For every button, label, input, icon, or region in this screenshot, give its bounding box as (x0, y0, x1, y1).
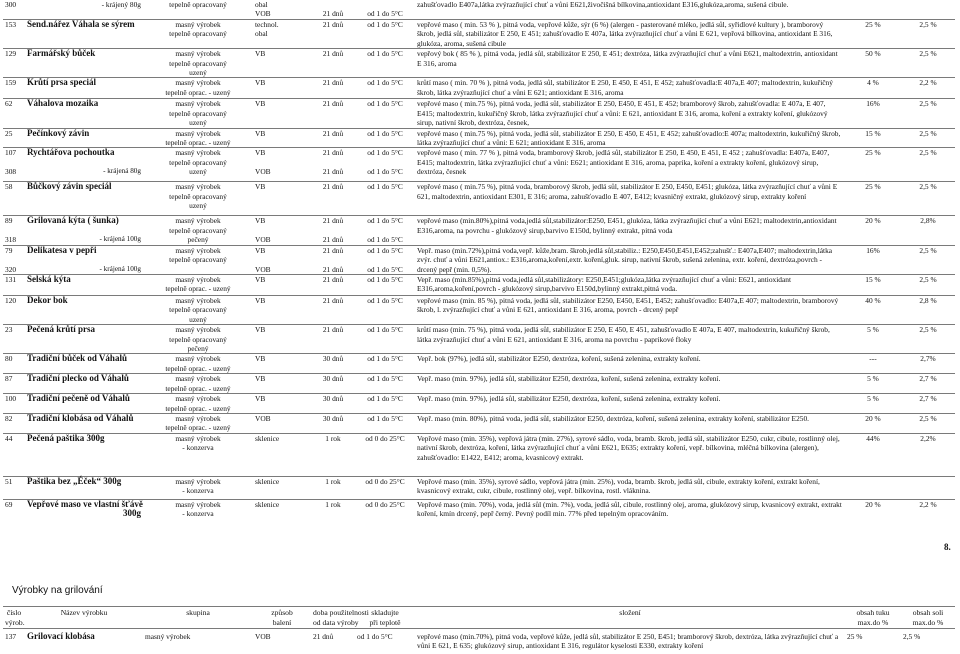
row-product-name: Tradiční klobása od Váhalů (25, 413, 143, 433)
row-shelf-life: 21 dnů (311, 78, 355, 99)
row-type: masný výrobek (145, 632, 191, 641)
row-type: masný výrobek tepelně opracovaný uzený (143, 49, 253, 78)
row-composition: Vepřové maso (min. 35%), vepřová játra (min. 27%), syrové sádlo, voda, bramb. škrob, jedlá sůl, stabilizátor E250, cukr, cibule, rostlinný olej, nativní škrob, dextróza, koření, látka zvýrazňující chuť a vůni E621, E635; extrakty koření, vepř. bílkovina, mléčná bílkovina (alergen), zahušťovadlo: E1422, E412; aroma, kvasnicový extrakt. (415, 433, 845, 476)
header-name: Název výrobku (25, 607, 143, 629)
row-fat: 25 % (845, 148, 901, 182)
row-fat: 5 % (845, 394, 901, 414)
row-type: masný výrobek tepelně opracovaný pečený (143, 325, 253, 354)
row-fat: 20 % (845, 499, 901, 522)
row-temp: od 1 do 5°C (355, 374, 415, 394)
row-number: 131 (3, 274, 25, 295)
row-shelf-life: 21 dnů (313, 632, 334, 641)
row-composition: vepřové maso (min. 85 %), pitná voda, jedlá sůl, stabilizátor E250, E450, E451, E452; zahušťovadlo: E407a,E 407; maltodextrin, bramborový škrob, l. zvýrazňující chuť a vůni E 621, antioxidant E 316, aroma, povrch - drcený pepř (415, 295, 845, 324)
row-temp: od 1 do 5°C (355, 99, 415, 128)
row-number: 58 (3, 182, 25, 216)
row-number: 25 (3, 128, 25, 148)
row-temp: od 1 do 5°C (355, 20, 415, 49)
row-shelf-life: 21 dnů (311, 274, 355, 295)
header-number: číslo výrob. (5, 608, 25, 627)
row-shelf-life: 1 rok (311, 476, 355, 499)
row-packaging: VB (253, 295, 311, 324)
row-type: masný výrobek tepelně opracovaný (143, 20, 253, 49)
row-fat: 5 % (845, 325, 901, 354)
row-packaging: VB (253, 374, 311, 394)
row-number: 300 (5, 0, 17, 9)
row-product-name: Tradiční plecko od Váhalů (25, 374, 143, 394)
row-fat: 20 % (845, 216, 901, 245)
row-temp: od 1 do 5°C (355, 274, 415, 295)
row-salt: 2,2 % (901, 78, 955, 99)
row-product-name: Tradiční bůček od Váhalů (25, 354, 143, 374)
table-row (3, 49, 955, 78)
row-product-name: Send.nářez Váhala se sýrem (25, 20, 143, 49)
row-product-name: Farmářský bůček (25, 49, 143, 78)
row-shelf-life: 21 dnů (311, 325, 355, 354)
row-temp: od 1 do 5°C (355, 325, 415, 354)
row-product-name: Rychtářova pochoutka - krájená 80g (25, 148, 143, 182)
header-salt: obsah soli max.do % (901, 607, 955, 629)
row-salt: 2,5 % (901, 148, 955, 182)
table-row (3, 148, 955, 182)
row-composition: Vepř. maso (min.85%),pitná voda,jedlá sůl,stabilizátory: E250,E451;glukóza,látka zvýrazňující chuť a vůni: E621, antioxidant E316,aroma,koření,povrch - glukózový sirup,barvivo E150d,bylinný extrakt,pitná voda. (415, 274, 845, 295)
row-composition: vepřový bok ( 85 % ), pitná voda, jedlá sůl, stabilizátor E 250, E 451; dextróza, látka zvýrazňující chuť a vůni E621, maltodextrin, antioxidant E 316, aroma (415, 49, 845, 78)
row-packaging: VB (253, 78, 311, 99)
row-shelf-life: 21 dnů (311, 182, 355, 216)
row-composition: krůtí maso ( min. 70 % ), pitná voda, jedlá sůl, stabilizátor E 250, E 450, E 451, E 452; zahušťovadla:E 407a,E 407; maltodextrin, kukuřičný škrob, látka zvýrazňující chuť a vůni E 621; antioxidant E 316, aroma (415, 78, 845, 99)
row-shelf-life: 30 dnů (311, 413, 355, 433)
table-header (3, 606, 955, 629)
row-salt: 2,2% (901, 433, 955, 476)
row-fat: 16% (845, 245, 901, 274)
row-product-name: Pečínkový závin (25, 128, 143, 148)
row-number: 23 (3, 325, 25, 354)
row-salt: 2,5 % (901, 182, 955, 216)
row-composition: vepřové maso ( min.75 %), pitná voda, bramborový škrob, jedlá sůl, stabilizátor E 250, E450, E451; glukóza, látka zvýrazňující chuť a vůni E 621, maltodextrin, antioxidant E301, E 316; aroma, zahušťovadlo E 407, E412; kvasničný extrakt, glukózový sirup, extrakty koření (415, 182, 845, 216)
row-salt: 2,5 % (901, 20, 955, 49)
row-shelf-life: 21 dnů (311, 49, 355, 78)
row-packaging: VOB (255, 632, 271, 641)
row-composition: krůtí maso (min. 75 %), pitná voda, jedlá sůl, stabilizátor E 250, E 450, E 451, zahušťovadlo E 407a, E 407, maltodextrin, kukuřičný škrob, látka zvýrazňující chuť a vůni E 621, antioxidant E 316, aroma na povrchu - paprikové floky (415, 325, 845, 354)
row-salt: 2,8 % (901, 295, 955, 324)
row-salt: 2,8% (901, 216, 955, 245)
row-type: masný výrobek tepelně opracovaný uzený (143, 295, 253, 324)
row-shelf-life: 21 dnů (311, 128, 355, 148)
row-packaging: sklenice (253, 433, 311, 476)
row-packaging: VB (253, 182, 311, 216)
row-packaging: VB (253, 128, 311, 148)
table-row (3, 476, 955, 499)
row-type: masný výrobek tepelně oprac. - uzený (143, 354, 253, 374)
row-fat: 25 % (847, 632, 863, 641)
row-fat: 5 % (845, 374, 901, 394)
row-type: masný výrobek tepelně oprac. - uzený (143, 394, 253, 414)
row-packaging: VB VOB (253, 216, 311, 245)
header-shelf-life: doba použitelnosti od data výroby (313, 608, 369, 627)
row-fat: 15 % (845, 128, 901, 148)
table-row (3, 99, 955, 128)
table-row (3, 433, 955, 476)
row-number: 89 318 (3, 216, 25, 245)
row-type: tepelně opracovaný (169, 0, 227, 9)
table-row (3, 245, 955, 274)
row-composition: Vepř. maso (min. 97%), jedlá sůl, stabilizátor E250, dextróza, koření, sušená zelenina, extrakty koření. (415, 374, 845, 394)
row-type: masný výrobek - konzerva (143, 433, 253, 476)
row-salt: 2,5 % (901, 274, 955, 295)
table-row (3, 295, 955, 324)
row-number: 137 (5, 632, 17, 641)
row-temp: od 1 do 5°C (357, 632, 393, 641)
row-temp: od 1 do 5°C od 1 do 5°C (355, 148, 415, 182)
row-shelf-life: 21 dnů 21 dnů (311, 245, 355, 274)
row-fat: 25 % (845, 20, 901, 49)
row-temp: od 1 do 5°C (355, 394, 415, 414)
row-salt: 2,5 % (901, 413, 955, 433)
row-salt: 2,7% (901, 354, 955, 374)
row-shelf-life: 21 dnů (311, 295, 355, 324)
row-temp: od 1 do 5°C (355, 128, 415, 148)
row-packaging: technol. obal (253, 20, 311, 49)
row-salt: 2,5 % (901, 245, 955, 274)
table-row (3, 274, 955, 295)
header-packaging: způsob balení (253, 607, 311, 629)
product-table-body (3, 19, 955, 522)
row-number: 107 308 (3, 148, 25, 182)
row-salt: 2,7 % (901, 394, 955, 414)
table-row (3, 20, 955, 49)
row-shelf-life: 30 dnů (311, 394, 355, 414)
row-type: masný výrobek - konzerva (143, 476, 253, 499)
row-salt: 2,5 % (903, 632, 921, 641)
row-type: masný výrobek tepelně opracovaný pečený (143, 216, 253, 245)
table-row (3, 374, 955, 394)
row-product-name: Grilovaná kýta ( šunka) - krájená 100g (27, 215, 141, 244)
section-title: Výrobky na grilování (12, 585, 103, 596)
row-fat: 25 % (845, 182, 901, 216)
header-fat: obsah tuku max.do % (845, 607, 901, 629)
row-type: masný výrobek - konzerva (143, 499, 253, 522)
row-salt: 2,5 % (901, 99, 955, 128)
row-composition: vepřové maso (min.70%), pitná voda, vepřové kůže, jedlá sůl, stabilizátor E 250, E451; bramborový škrob, dextróza, látka zvýrazňující chuť a vůni E 621, E 635; glukózový sirup, antioxidant E 316, regulátor kyselosti E330, extrakty koření (417, 632, 839, 651)
row-type: masný výrobek tepelně oprac. - uzený (143, 413, 253, 433)
table-row (3, 78, 955, 99)
row-temp: od 1 do 5°C (355, 182, 415, 216)
row-shelf-life: 21 dnů (311, 20, 355, 49)
row-product-name: Grilovací klobása (27, 631, 95, 641)
row-number: 129 (3, 49, 25, 78)
row-product-name: Pečená paštika 300g (25, 433, 143, 476)
row-shelf-life: 21 dnů 21 dnů (311, 216, 355, 245)
row-temp: od 1 do 5°C (355, 295, 415, 324)
row-packaging: VB (253, 49, 311, 78)
row-salt (901, 476, 955, 499)
row-packaging: VOB (253, 413, 311, 433)
table-row (3, 216, 955, 245)
row-product-name: Krůtí prsa speciál (25, 78, 143, 99)
row-product-name: Pečená krůtí prsa (25, 325, 143, 354)
row-product-name: Vepřové maso ve vlastní šťávě 300g (25, 499, 143, 522)
row-fat: 4 % (845, 78, 901, 99)
row-packaging: VB VOB (253, 148, 311, 182)
header-group: skupina (143, 607, 253, 629)
row-composition: Vepř. maso (min. 80%), pitná voda, jedlá sůl, stabilizátor E250, dextróza, koření, sušená zelenina, extrakty koření, stabilizátor E250. (415, 413, 845, 433)
row-fat: 50 % (845, 49, 901, 78)
row-number: 82 (3, 413, 25, 433)
page-number: 8. (944, 542, 951, 552)
header-storage: skladujte při teplotě (355, 607, 415, 629)
row-temp: od 0 do 25°C (355, 499, 415, 522)
row-temp: od 0 do 25°C (355, 433, 415, 476)
row-temp: od 1 do 5°C (355, 354, 415, 374)
row-composition: vepřové maso ( min.75 %), pitná voda, jedlá sůl, stabilizátor E 250, E 450, E 451, E 452; zahušťovadlo:E 407a; maltodextrin, kukuřičný škrob, látka zvýrazňující chuť a vůni: E 621; antioxidant E 316, aroma (415, 128, 845, 148)
row-shelf-life: 30 dnů (311, 354, 355, 374)
row-fat: 40 % (845, 295, 901, 324)
row-packaging: VB VOB (253, 245, 311, 274)
table-row (3, 128, 955, 148)
row-number: 100 (3, 394, 25, 414)
row-fat: 15 % (845, 274, 901, 295)
row-packaging: VB (253, 99, 311, 128)
row-shelf-life: 21 dnů (322, 9, 344, 19)
row-temp: od 0 do 25°C (355, 476, 415, 499)
row-product-name: Selská kýta (25, 274, 143, 295)
row-fat: --- (845, 354, 901, 374)
row-shelf-life: 1 rok (311, 433, 355, 476)
row-shelf-life: 21 dnů (311, 99, 355, 128)
row-type: masný výrobek tepelně opracovaný uzený (143, 182, 253, 216)
row-type: masný výrobek tepelně oprac. - uzený (143, 274, 253, 295)
row-packaging: VB (253, 394, 311, 414)
row-type: masný výrobek tepelně opracovaný uzený (143, 99, 253, 128)
row-salt: 2,5 % (901, 128, 955, 148)
row-product-name: Bůčkový závin speciál (25, 182, 143, 216)
row-number: 120 (3, 295, 25, 324)
row-salt: 2,7 % (901, 374, 955, 394)
row-product-name: Váhalova mozaika (25, 99, 143, 128)
row-fat: 44% (845, 433, 901, 476)
row-type: masný výrobek tepelně oprac. - uzený (143, 128, 253, 148)
row-packaging: sklenice (253, 476, 311, 499)
row-type: masný výrobek tepelně opracovaný uzený (143, 148, 253, 182)
row-salt: 2,2 % (901, 499, 955, 522)
row-number: 62 (3, 99, 25, 128)
table-row (3, 499, 955, 522)
row-type: masný výrobek tepelně opracovaný (143, 245, 253, 274)
row-number: 80 (3, 354, 25, 374)
row-packaging: VB (253, 325, 311, 354)
product-table (3, 0, 955, 19)
table-row (3, 0, 955, 19)
row-packaging: VB (253, 354, 311, 374)
row-product-name: Tradiční pečeně od Váhalů (25, 394, 143, 414)
row-type: masný výrobek tepelně oprac. - uzený (143, 78, 253, 99)
row-product-name: Paštika bez „Éček“ 300g (25, 476, 143, 499)
table-row (3, 325, 955, 354)
row-number: 44 (3, 433, 25, 476)
row-shelf-life: 21 dnů 21 dnů (311, 148, 355, 182)
row-salt: 2,5 % (901, 325, 955, 354)
row-salt: 2,5 % (901, 49, 955, 78)
row-composition: Vepř. bok (97%), jedlá sůl, stabilizátor E250, dextróza, koření, sušená zelenina, extrakty koření. (415, 354, 845, 374)
row-packaging: obal VOB (255, 0, 271, 19)
row-number: 79 320 (3, 245, 25, 274)
row-composition: Vepřové maso (min. 35%), syrové sádlo, vepřová játra (min. 25%), voda, bramb. škrob, jedlá sůl, cibule, extrakty koření, extrakt koření, kvasnicový extrakt, cukr, cibule, rostlinný olej, vepř. bílkovina, rostl. vláknina. (415, 476, 845, 499)
row-type: masný výrobek tepelně oprac. - uzený (143, 374, 253, 394)
row-composition: vepřové maso (min.80%),pitná voda,jedlá sůl,stabilizátor:E250, E451, glukóza, látka zvýrazňující chuť a vůni E621; maltodextrin,antioxidant E316,aroma, na povrchu - glukózový sirup,barvivo E150d, bylinný extrakt, pitná voda (415, 216, 845, 245)
row-temp: od 1 do 5°C (355, 78, 415, 99)
table-row (3, 632, 955, 651)
row-number: 69 (3, 499, 25, 522)
row-temp: od 1 do 5°C (355, 49, 415, 78)
row-temp: od 1 do 5°C (355, 413, 415, 433)
row-composition: vepřové maso ( min. 53 % ), pitná voda, vepřové kůže, sýr (6 %) (alergen - pasterované mléko, jedlá sůl, syřidlové kultury ), bramborový škrob, jedlá sůl, stabilizátor E 250, E 451; zahušťovadlo E 407a, látka zvýrazňující chuť a vůni E 621, vepřová bílkovina, antioxidant E 316, glukóza, aroma, sušená cibule (415, 20, 845, 49)
table-row (3, 354, 955, 374)
table-row (3, 394, 955, 414)
row-composition: vepřové maso ( min. 77 % ), pitná voda, bramborový škrob, jedlá sůl, stabilizátor E 250, E 450, E 451, E 452 ; zahušťovadla: E407a, E407, E415; maltodextrin, látka zvýrazňující chuť a vůni: E621; antioxidant E 316, aroma, paprika, koření a extrakty koření, glukózový sirup, dextróza, česnek (415, 148, 845, 182)
row-weight: - krájený 80g (101, 0, 141, 9)
row-composition: zahušťovadlo E407a,látka zvýrazňující chuť a vůni E621,živočišná bílkovina,antioxidant E316,glukóza,aroma, sušená cibule. (417, 0, 789, 9)
row-temp: od 1 do 5°C (367, 9, 403, 19)
row-composition: vepřové maso ( min.75 %), pitná voda, jedlá sůl, stabilizátor E 250, E450, E 451, E 452; bramborový škrob, zahušťovadla: E 407a, E 407, E415; maltodextrin, kukuřičný škrob, látka zvýrazňující chuť a vůni: E 621, antioxidant E 316, aroma, koření a extrakty koření, glukózový sirup, nativní škrob, dextróza, česnek, (415, 99, 845, 128)
row-fat (845, 476, 901, 499)
table-row (3, 182, 955, 216)
row-composition: Vepřové maso (min. 70%), voda, jedlá sůl (min. 7%), voda, jedlá sůl, cibule, rostlinný olej, aroma, glukózový sirup, kvasnicový extrakt, extrakt koření, kmín drcený, pepř černý. Pevný podíl min. 77% před tepelným opracováním. (415, 499, 845, 522)
row-product-name: Dekor bok (25, 295, 143, 324)
row-number: 153 (3, 20, 25, 49)
row-packaging: VB (253, 274, 311, 295)
row-number: 159 (3, 78, 25, 99)
row-shelf-life: 30 dnů (311, 374, 355, 394)
row-number: 51 (3, 476, 25, 499)
header-composition: složení (415, 607, 845, 629)
row-number: 87 (3, 374, 25, 394)
row-temp: od 1 do 5°C od 1 do 5°C (355, 245, 415, 274)
grill-products-table (3, 632, 955, 651)
row-composition: Vepř. maso (min. 97%), jedlá sůl, stabilizátor E250, dextróza, koření, sušená zelenina, extrakty koření. (415, 394, 845, 414)
row-fat: 16% (845, 99, 901, 128)
row-packaging: sklenice (253, 499, 311, 522)
row-temp: od 1 do 5°C od 1 do 5°C (355, 216, 415, 245)
table-row (3, 413, 955, 433)
row-composition: Vepř. maso (min.72%),pitná voda,vepř. kůže,bram. škrob,jedlá sůl,stabiliz.: E250,E450,E451,E452;zahušť.: E407a,E407; maltodextrin,látka zvýr. chuť a vůni E621,antiox.: E316,aroma,koření,extr. koření,gluk. sirup, nativní škrob, sušená zelenina, extr. koření, dextróza,povrch - drcený pepř (min. 0,5%). (415, 245, 845, 274)
row-fat: 20 % (845, 413, 901, 433)
row-shelf-life: 1 rok (311, 499, 355, 522)
row-product-name: Delikatesa v pepři - krájená 100g (27, 244, 141, 273)
